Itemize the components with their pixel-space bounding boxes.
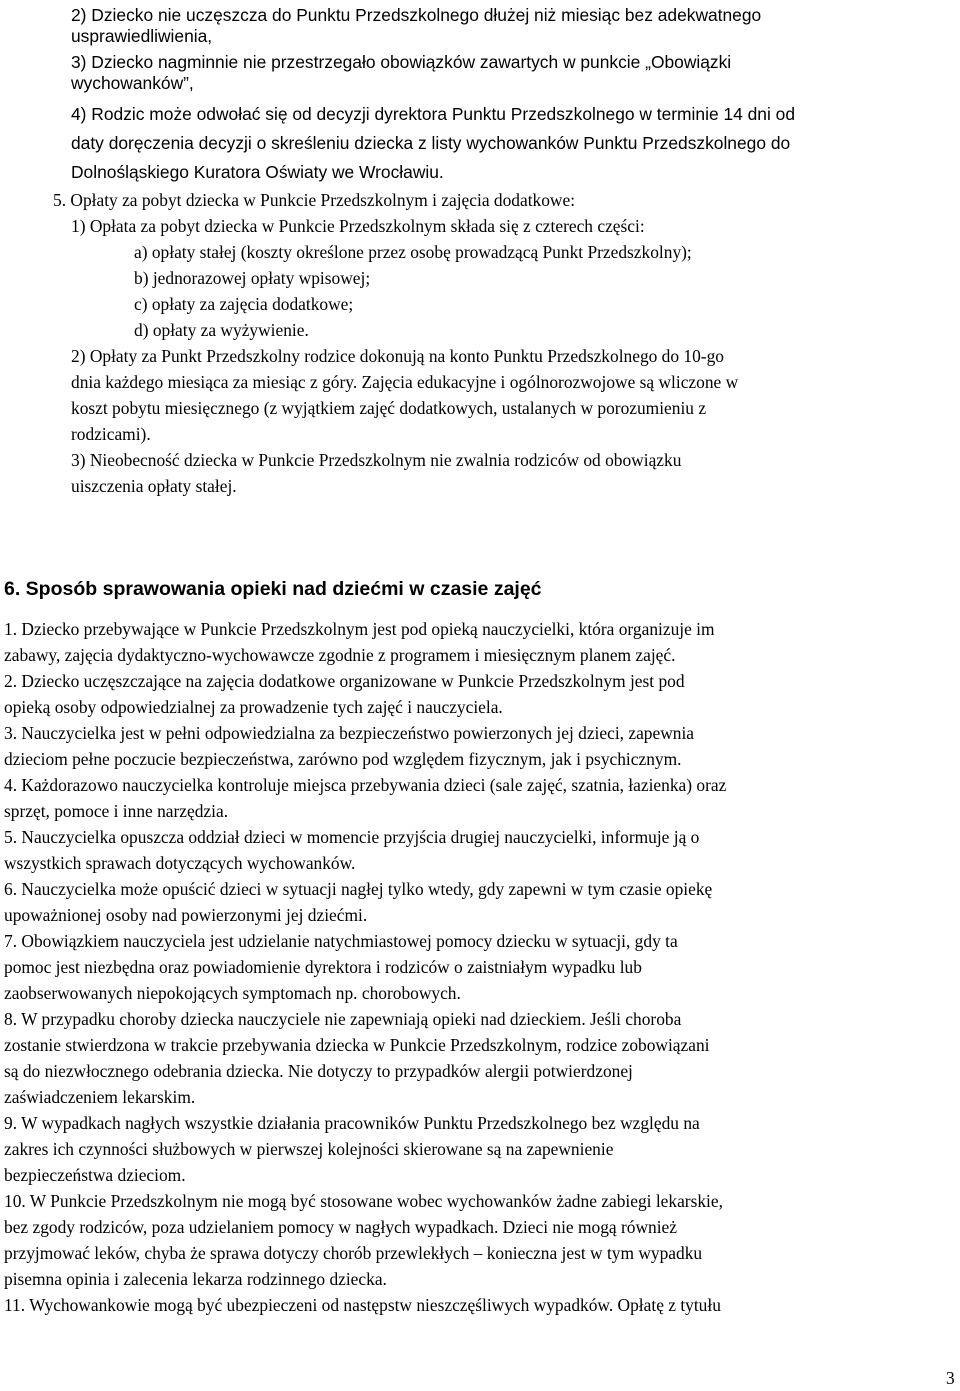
fee-item: b) jednorazowej opłaty wpisowej;: [134, 268, 371, 288]
text-line: usprawiedliwienia,: [71, 26, 213, 46]
text-line: 10. W Punkcie Przedszkolnym nie mogą być stosowane wobec wychowanków żadne zabiegi lekarskie,: [4, 1191, 723, 1211]
text-line: 7. Obowiązkiem nauczyciela jest udzielanie natychmiastowej pomocy dziecku w sytuacji, gdy ta: [4, 931, 678, 951]
fee-item: a) opłaty stałej (koszty określone przez osobę prowadzącą Punkt Przedszkolny);: [134, 242, 692, 262]
fee-item: d) opłaty za wyżywienie.: [134, 320, 309, 340]
text-line: 3. Nauczycielka jest w pełni odpowiedzialna za bezpieczeństwo powierzonych jej dzieci, zapewnia: [4, 723, 695, 743]
text-line: uiszczenia opłaty stałej.: [71, 476, 237, 496]
text-line: 8. W przypadku choroby dziecka nauczyciele nie zapewniają opieki nad dzieckiem. Jeśli choroba: [4, 1009, 682, 1029]
text-line: 3) Nieobecność dziecka w Punkcie Przedszkolnym nie zwalnia rodziców od obowiązku: [71, 450, 682, 470]
text-line: są do niezwłocznego odebrania dziecka. Nie dotyczy to przypadków alergii potwierdzonej: [4, 1061, 633, 1081]
text-line: 6. Nauczycielka może opuścić dzieci w sytuacji nagłej tylko wtedy, gdy zapewni w tym czasie opiekę: [4, 879, 713, 899]
text-line: przyjmować leków, chyba że sprawa dotyczy chorób przewlekłych – konieczna jest w tym wypadku: [4, 1243, 703, 1263]
text-line: 4) Rodzic może odwołać się od decyzji dyrektora Punktu Przedszkolnego w terminie 14 dni od: [71, 104, 796, 124]
text-line: zakres ich czynności służbowych w pierwszej kolejności skierowane są na zapewnienie: [4, 1139, 614, 1159]
text-line: zaobserwowanych niepokojących symptomach np. chorobowych.: [4, 983, 461, 1003]
text-line: 2. Dziecko uczęszczające na zajęcia dodatkowe organizowane w Punkcie Przedszkolnym jest pod: [4, 671, 685, 691]
section-heading: 6. Sposób sprawowania opieki nad dziećmi w czasie zajęć: [4, 578, 542, 600]
text-line: 4. Każdorazowo nauczycielka kontroluje miejsca przebywania dzieci (sale zajęć, szatnia, łazienka) oraz: [4, 775, 727, 795]
page-number: 3: [946, 1368, 955, 1388]
text-line: zaświadczeniem lekarskim.: [4, 1087, 196, 1107]
text-line: 5. Nauczycielka opuszcza oddział dzieci w momencie przyjścia drugiej nauczycielki, informuje ją o: [4, 827, 700, 847]
fees-title: 5. Opłaty za pobyt dziecka w Punkcie Przedszkolnym i zajęcia dodatkowe:: [53, 190, 576, 210]
text-line: 11. Wychowankowie mogą być ubezpieczeni od następstw nieszczęśliwych wypadków. Opłatę z tytułu: [4, 1295, 721, 1315]
text-line: 2) Dziecko nie uczęszcza do Punktu Przedszkolnego dłużej niż miesiąc bez adekwatnego: [71, 5, 762, 25]
fee-item: c) opłaty za zajęcia dodatkowe;: [134, 294, 354, 314]
text-line: pisemna opinia i zalecenia lekarza rodzinnego dziecka.: [4, 1269, 387, 1289]
text-line: daty doręczenia decyzji o skreśleniu dziecka z listy wychowanków Punktu Przedszkolnego do: [71, 133, 791, 153]
text-line: 1) Opłata za pobyt dziecka w Punkcie Przedszkolnym składa się z czterech części:: [71, 216, 645, 236]
text-line: bezpieczeństwa dzieciom.: [4, 1165, 186, 1185]
text-line: sprzęt, pomoce i inne narzędzia.: [4, 801, 229, 821]
text-line: dnia każdego miesiąca za miesiąc z góry. Zajęcia edukacyjne i ogólnorozwojowe są wliczone w: [71, 372, 739, 392]
text-line: opieką osoby odpowiedzialnej za prowadzenie tych zajęć i nauczyciela.: [4, 697, 503, 717]
text-line: bez zgody rodziców, poza udzielaniem pomocy w nagłych wypadkach. Dzieci nie mogą również: [4, 1217, 677, 1237]
text-line: dzieciom pełne poczucie bezpieczeństwa, zarówno pod względem fizycznym, jak i psychicznym.: [4, 749, 682, 769]
text-line: wychowanków”,: [71, 73, 194, 93]
text-line: zostanie stwierdzona w trakcie przebywania dziecka w Punkcie Przedszkolnym, rodzice zobowiązani: [4, 1035, 710, 1055]
text-line: zabawy, zajęcia dydaktyczno-wychowawcze zgodnie z programem i miesięcznym planem zajęć.: [4, 645, 676, 665]
text-line: Dolnośląskiego Kuratora Oświaty we Wrocławiu.: [71, 162, 444, 182]
text-line: pomoc jest niezbędna oraz powiadomienie dyrektora i rodziców o zaistniałym wypadku lub: [4, 957, 642, 977]
text-line: 2) Opłaty za Punkt Przedszkolny rodzice dokonują na konto Punktu Przedszkolnego do 10-go: [71, 346, 724, 366]
text-line: wszystkich sprawach dotyczących wychowanków.: [4, 853, 356, 873]
text-line: 3) Dziecko nagminnie nie przestrzegało obowiązków zawartych w punkcie „Obowiązki: [71, 52, 732, 72]
text-line: 9. W wypadkach nagłych wszystkie działania pracowników Punktu Przedszkolnego bez względu na: [4, 1113, 700, 1133]
text-line: upoważnionej osoby nad powierzonymi jej dziećmi.: [4, 905, 368, 925]
text-line: koszt pobytu miesięcznego (z wyjątkiem zajęć dodatkowych, ustalanych w porozumieniu z: [71, 398, 707, 418]
text-line: 1. Dziecko przebywające w Punkcie Przedszkolnym jest pod opieką nauczycielki, która organizuje im: [4, 619, 715, 639]
text-line: rodzicami).: [71, 424, 151, 444]
